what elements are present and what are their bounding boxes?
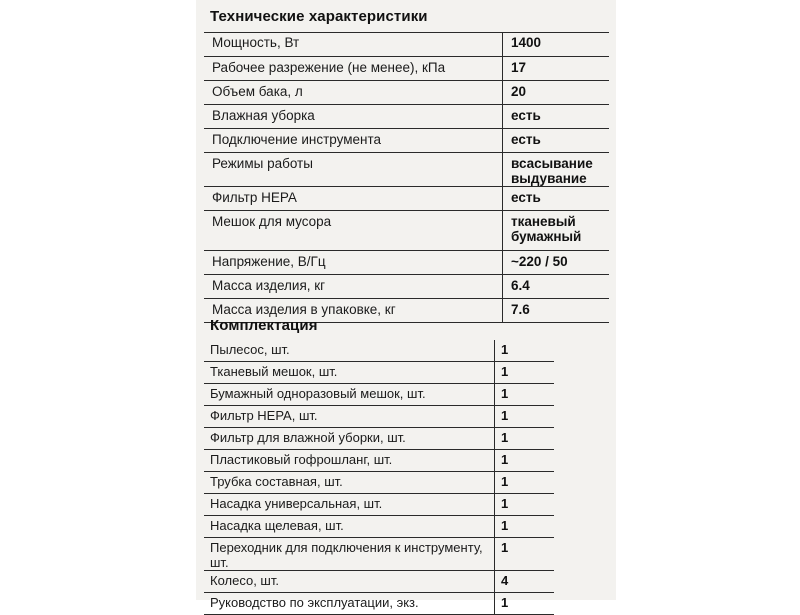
kit-row-label: Пылесос, шт. bbox=[204, 340, 495, 362]
kit-row-value: 1 bbox=[495, 472, 555, 494]
kit-row bbox=[204, 516, 554, 538]
specs-row-value: всасывание выдувание bbox=[503, 152, 610, 186]
kit-row-value: 1 bbox=[495, 516, 555, 538]
specs-row-label: Масса изделия, кг bbox=[204, 274, 503, 298]
specs-row-value: есть bbox=[503, 104, 610, 128]
kit-row-value: 1 bbox=[495, 450, 555, 472]
specs-row-value: 1400 bbox=[503, 32, 610, 56]
specs-row bbox=[204, 32, 609, 56]
kit-row-value: 1 bbox=[495, 384, 555, 406]
specs-row-label: Объем бака, л bbox=[204, 80, 503, 104]
kit-row-label: Трубка составная, шт. bbox=[204, 472, 495, 494]
kit-row-label: Фильтр HEPA, шт. bbox=[204, 406, 495, 428]
specs-row-label: Мощность, Вт bbox=[204, 32, 503, 56]
kit-row-value: 1 bbox=[495, 593, 555, 615]
kit-row-label: Тканевый мешок, шт. bbox=[204, 362, 495, 384]
specs-row bbox=[204, 152, 609, 186]
kit-title: Комплектация bbox=[210, 317, 318, 334]
kit-row bbox=[204, 428, 554, 450]
spec-sheet bbox=[196, 0, 616, 610]
specs-table bbox=[204, 32, 609, 323]
specs-row-label: Масса изделия в упаковке, кг bbox=[204, 298, 503, 322]
specs-row-label: Фильтр HEPA bbox=[204, 186, 503, 210]
specs-row-label: Напряжение, В/Гц bbox=[204, 250, 503, 274]
kit-row-value: 4 bbox=[495, 571, 555, 593]
specs-row-value: есть bbox=[503, 186, 610, 210]
kit-row bbox=[204, 362, 554, 384]
kit-row bbox=[204, 494, 554, 516]
kit-row bbox=[204, 450, 554, 472]
specs-row-label: Подключение инструмента bbox=[204, 128, 503, 152]
kit-row bbox=[204, 538, 554, 571]
specs-row bbox=[204, 274, 609, 298]
specs-row-value: тканевый бумажный bbox=[503, 210, 610, 250]
specs-row bbox=[204, 56, 609, 80]
specs-row bbox=[204, 80, 609, 104]
kit-row bbox=[204, 593, 554, 615]
kit-row-value: 1 bbox=[495, 428, 555, 450]
kit-row bbox=[204, 340, 554, 362]
specs-row-label: Режимы работы bbox=[204, 152, 503, 186]
kit-row bbox=[204, 406, 554, 428]
kit-row bbox=[204, 472, 554, 494]
kit-row-label: Руководство по эксплуатации, экз. bbox=[204, 593, 495, 615]
kit-row-label: Переходник для подключения к инструменту, шт. bbox=[204, 538, 495, 571]
specs-row bbox=[204, 104, 609, 128]
kit-row-label: Насадка щелевая, шт. bbox=[204, 516, 495, 538]
kit-row-value: 1 bbox=[495, 340, 555, 362]
specs-row-value: 20 bbox=[503, 80, 610, 104]
kit-row bbox=[204, 571, 554, 593]
specs-row-value: 7.6 bbox=[503, 298, 610, 322]
kit-table bbox=[204, 340, 554, 615]
specs-row bbox=[204, 186, 609, 210]
kit-row-value: 1 bbox=[495, 406, 555, 428]
specs-row bbox=[204, 210, 609, 250]
specs-row-label: Мешок для мусора bbox=[204, 210, 503, 250]
kit-row-label: Пластиковый гофрошланг, шт. bbox=[204, 450, 495, 472]
kit-row-label: Колесо, шт. bbox=[204, 571, 495, 593]
specs-row-value: ~220 / 50 bbox=[503, 250, 610, 274]
kit-row-value: 1 bbox=[495, 494, 555, 516]
kit-row-value: 1 bbox=[495, 538, 555, 571]
specs-title: Технические характеристики bbox=[210, 8, 428, 25]
kit-row bbox=[204, 384, 554, 406]
specs-row-value: 6.4 bbox=[503, 274, 610, 298]
kit-row-label: Насадка универсальная, шт. bbox=[204, 494, 495, 516]
specs-row-value: 17 bbox=[503, 56, 610, 80]
kit-row-value: 1 bbox=[495, 362, 555, 384]
specs-row bbox=[204, 250, 609, 274]
specs-row-value: есть bbox=[503, 128, 610, 152]
specs-row-label: Влажная уборка bbox=[204, 104, 503, 128]
kit-row-label: Бумажный одноразовый мешок, шт. bbox=[204, 384, 495, 406]
specs-row bbox=[204, 128, 609, 152]
specs-row-label: Рабочее разрежение (не менее), кПа bbox=[204, 56, 503, 80]
kit-row-label: Фильтр для влажной уборки, шт. bbox=[204, 428, 495, 450]
